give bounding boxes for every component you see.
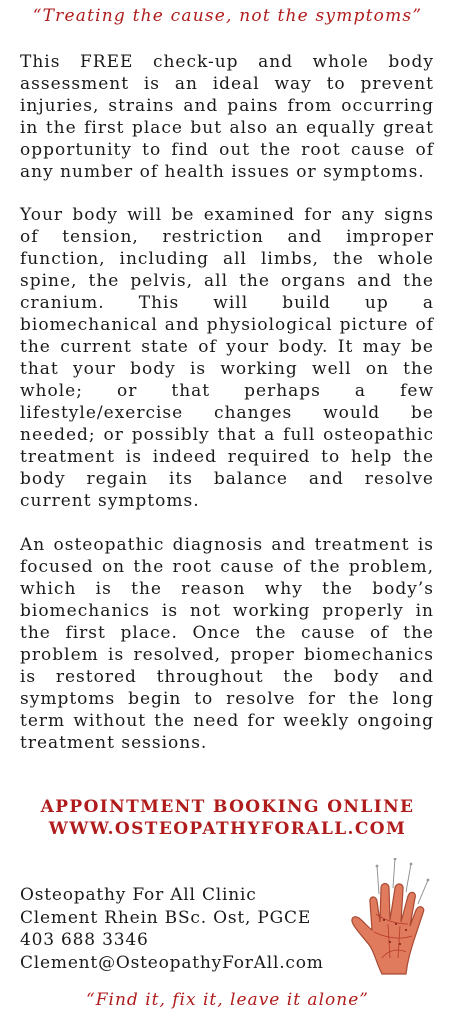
top-tagline: “Treating the cause, not the symptoms” — [32, 6, 423, 26]
email-address[interactable]: Clement@OsteopathyForAll.com — [20, 952, 324, 973]
contact-block — [20, 884, 350, 974]
phone-number[interactable]: 403 688 3346 — [20, 930, 149, 950]
booking-heading: APPOINTMENT BOOKING ONLINE — [40, 797, 415, 817]
paragraph-checkup: This FREE check-up and whole body assessment is an ideal way to prevent injuries, strains and pains from occurring in the first place but also an equally great opportunity to find out the root cause of any number of health issues or symptoms. — [20, 52, 434, 182]
paragraph-examination: Your body will be examined for any signs of tension, restriction and improper function, including all limbs, the whole spine, the pelvis, all the organs and the cranium. This will build up a biomechanical and physiological picture of the current state of your body. It may be that your body is working well on the whole; or that perhaps a few lifestyle/exercise changes would be needed; or possibly that a full osteopathic treatment is indeed required to help the body regain its balance and resolve current symptoms. — [20, 205, 434, 511]
booking-block — [0, 796, 455, 840]
bottom-tagline: “Find it, fix it, leave it alone” — [86, 990, 369, 1010]
practitioner-name: Clement Rhein BSc. Ost, PGCE — [20, 907, 312, 928]
website-link[interactable]: WWW.OSTEOPATHYFORALL.COM — [48, 819, 407, 839]
clinic-name: Osteopathy For All Clinic — [20, 885, 257, 905]
acupuncture-hand-icon — [348, 858, 440, 976]
paragraph-diagnosis: An osteopathic diagnosis and treatment is focused on the root cause of the problem, which is the reason why the body’s biomechanics is not working properly in the first place. Once the cause of the problem is resolved, proper biomechanics is restored throughout the body and symptoms begin to resolve for the long term without the need for weekly ongoing treatment sessions. — [20, 535, 434, 753]
